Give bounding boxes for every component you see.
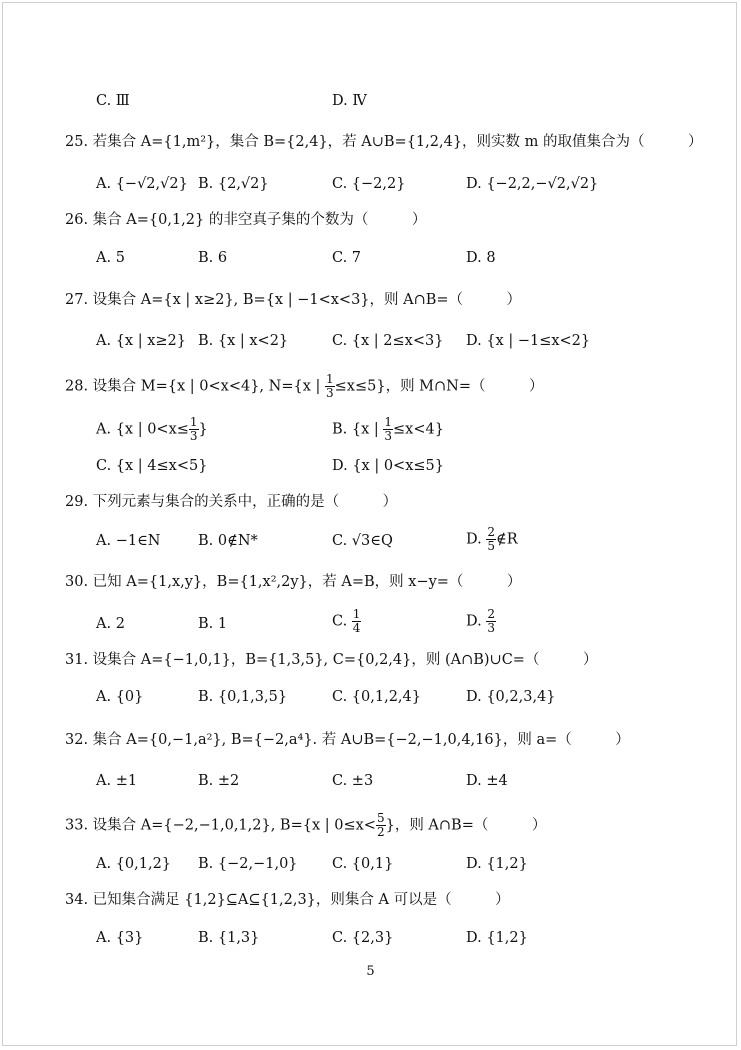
q29-option-d-pre: D. — [466, 531, 487, 548]
q30-option-c — [332, 608, 361, 635]
q26-option-c: C. 7 — [332, 250, 362, 266]
q25-stem: 25. 若集合 A={1,m²}，集合 B={2,4}，若 A∪B={1,2,4}，则实数 m 的取值集合为（ ） — [65, 134, 703, 150]
q33-stem — [65, 812, 546, 839]
q31-option-c: C. {0,1,2,4} — [332, 689, 421, 705]
q32-stem: 32. 集合 A={0,−1,a²}, B={−2,a⁴}. 若 A∪B={−2,−1,0,4,16}，则 a=（ ） — [65, 732, 630, 748]
q25-option-a: A. {−√2,√2} — [96, 176, 188, 192]
q33-option-d: D. {1,2} — [466, 856, 528, 872]
q31-stem: 31. 设集合 A={−1,0,1}，B={1,3,5}, C={0,2,4}，则 (A∩B)∪C=（ ） — [65, 652, 598, 668]
q26-option-b: B. 6 — [198, 250, 228, 266]
q32-option-a: A. ±1 — [96, 773, 138, 789]
q27-option-c: C. {x | 2≤x<3} — [332, 333, 444, 349]
q30-option-d-pre: D. — [466, 613, 487, 630]
q28-option-a — [96, 416, 208, 443]
q28-option-d: D. {x | 0<x≤5} — [332, 458, 444, 474]
q28-stem-denominator: 3 — [326, 386, 334, 400]
q24-option-d: D. Ⅳ — [332, 93, 367, 109]
q28-option-a-post: } — [198, 421, 208, 438]
q29-option-d-denominator: 5 — [487, 539, 495, 553]
q33-option-a: A. {0,1,2} — [96, 856, 172, 872]
q28-option-b-fraction — [383, 416, 393, 443]
q26-stem: 26. 集合 A={0,1,2} 的非空真子集的个数为（ ） — [65, 212, 427, 228]
q28-stem-pre: 28. 设集合 M={x | 0<x<4}, N={x | — [65, 378, 325, 395]
q33-option-c: C. {0,1} — [332, 856, 394, 872]
q25-option-d: D. {−2,2,−√2,√2} — [466, 176, 599, 192]
q29-option-c: C. √3∈Q — [332, 533, 393, 549]
q25-option-c: C. {−2,2} — [332, 176, 406, 192]
q32-option-d: D. ±4 — [466, 773, 508, 789]
q30-option-c-fraction — [352, 608, 362, 635]
q30-option-b: B. 1 — [198, 616, 228, 632]
q28-option-a-fraction — [189, 416, 199, 443]
q30-option-d — [466, 608, 496, 635]
q28-option-a-numerator: 1 — [189, 415, 198, 429]
q29-option-d — [466, 526, 518, 553]
q30-option-c-numerator: 1 — [352, 607, 361, 621]
q27-stem: 27. 设集合 A={x | x≥2}, B={x | −1<x<3}，则 A∩B=（ ） — [65, 292, 522, 308]
q31-option-a: A. {0} — [96, 689, 144, 705]
q24-option-c: C. Ⅲ — [96, 93, 130, 109]
q34-option-b: B. {1,3} — [198, 930, 260, 946]
q33-option-b: B. {−2,−1,0} — [198, 856, 298, 872]
q31-option-b: B. {0,1,3,5} — [198, 689, 288, 705]
q26-option-d: D. 8 — [466, 250, 496, 266]
q29-option-d-numerator: 2 — [487, 525, 495, 539]
q28-stem-post: ≤x≤5}，则 M∩N=（ ） — [334, 378, 544, 395]
q28-option-a-pre: A. {x | 0<x≤ — [96, 421, 189, 438]
q34-stem: 34. 已知集合满足 {1,2}⊆A⊆{1,2,3}，则集合 A 可以是（ ） — [65, 892, 510, 908]
q33-stem-numerator: 5 — [376, 811, 385, 825]
q27-option-a: A. {x | x≥2} — [96, 333, 186, 349]
q29-option-d-post: ∉R — [495, 531, 518, 548]
q30-option-a: A. 2 — [96, 616, 125, 632]
q34-option-a: A. {3} — [96, 930, 144, 946]
q28-stem-numerator: 1 — [326, 372, 334, 386]
q34-option-c: C. {2,3} — [332, 930, 394, 946]
q28-option-b-post: ≤x<4} — [393, 421, 444, 438]
q27-option-b: B. {x | x<2} — [198, 333, 289, 349]
q29-option-a: A. −1∈N — [96, 533, 161, 549]
q30-option-c-denominator: 4 — [352, 621, 361, 635]
q34-option-d: D. {1,2} — [466, 930, 528, 946]
q29-stem: 29. 下列元素与集合的关系中，正确的是（ ） — [65, 494, 398, 510]
q28-option-c: C. {x | 4≤x<5} — [96, 458, 208, 474]
q28-option-b-denominator: 3 — [384, 429, 393, 443]
q28-option-b-pre: B. {x | — [332, 421, 384, 438]
q28-option-a-denominator: 3 — [189, 429, 198, 443]
q28-option-b-numerator: 1 — [384, 415, 393, 429]
q28-stem — [65, 373, 544, 400]
q28-stem-fraction — [325, 373, 335, 400]
q30-stem: 30. 已知 A={1,x,y}，B={1,x²,2y}，若 A=B，则 x−y=（ ） — [65, 574, 522, 590]
q30-option-d-numerator: 2 — [487, 607, 495, 621]
q25-option-b: B. {2,√2} — [198, 176, 269, 192]
q26-option-a: A. 5 — [96, 250, 125, 266]
q31-option-d: D. {0,2,3,4} — [466, 689, 556, 705]
q30-option-d-denominator: 3 — [487, 621, 495, 635]
q33-stem-post: }，则 A∩B=（ ） — [385, 817, 547, 834]
q29-option-d-fraction — [486, 526, 496, 553]
q33-stem-denominator: 2 — [376, 825, 385, 839]
q32-option-b: B. ±2 — [198, 773, 240, 789]
q33-stem-fraction — [376, 812, 386, 839]
q29-option-b: B. 0∉N* — [198, 533, 258, 549]
q30-option-c-pre: C. — [332, 613, 352, 630]
q27-option-d: D. {x | −1≤x<2} — [466, 333, 591, 349]
q33-stem-pre: 33. 设集合 A={−2,−1,0,1,2}, B={x | 0≤x< — [65, 817, 376, 834]
page-number: 5 — [366, 964, 375, 979]
q28-option-b — [332, 416, 444, 443]
q30-option-d-fraction — [486, 608, 496, 635]
q32-option-c: C. ±3 — [332, 773, 374, 789]
